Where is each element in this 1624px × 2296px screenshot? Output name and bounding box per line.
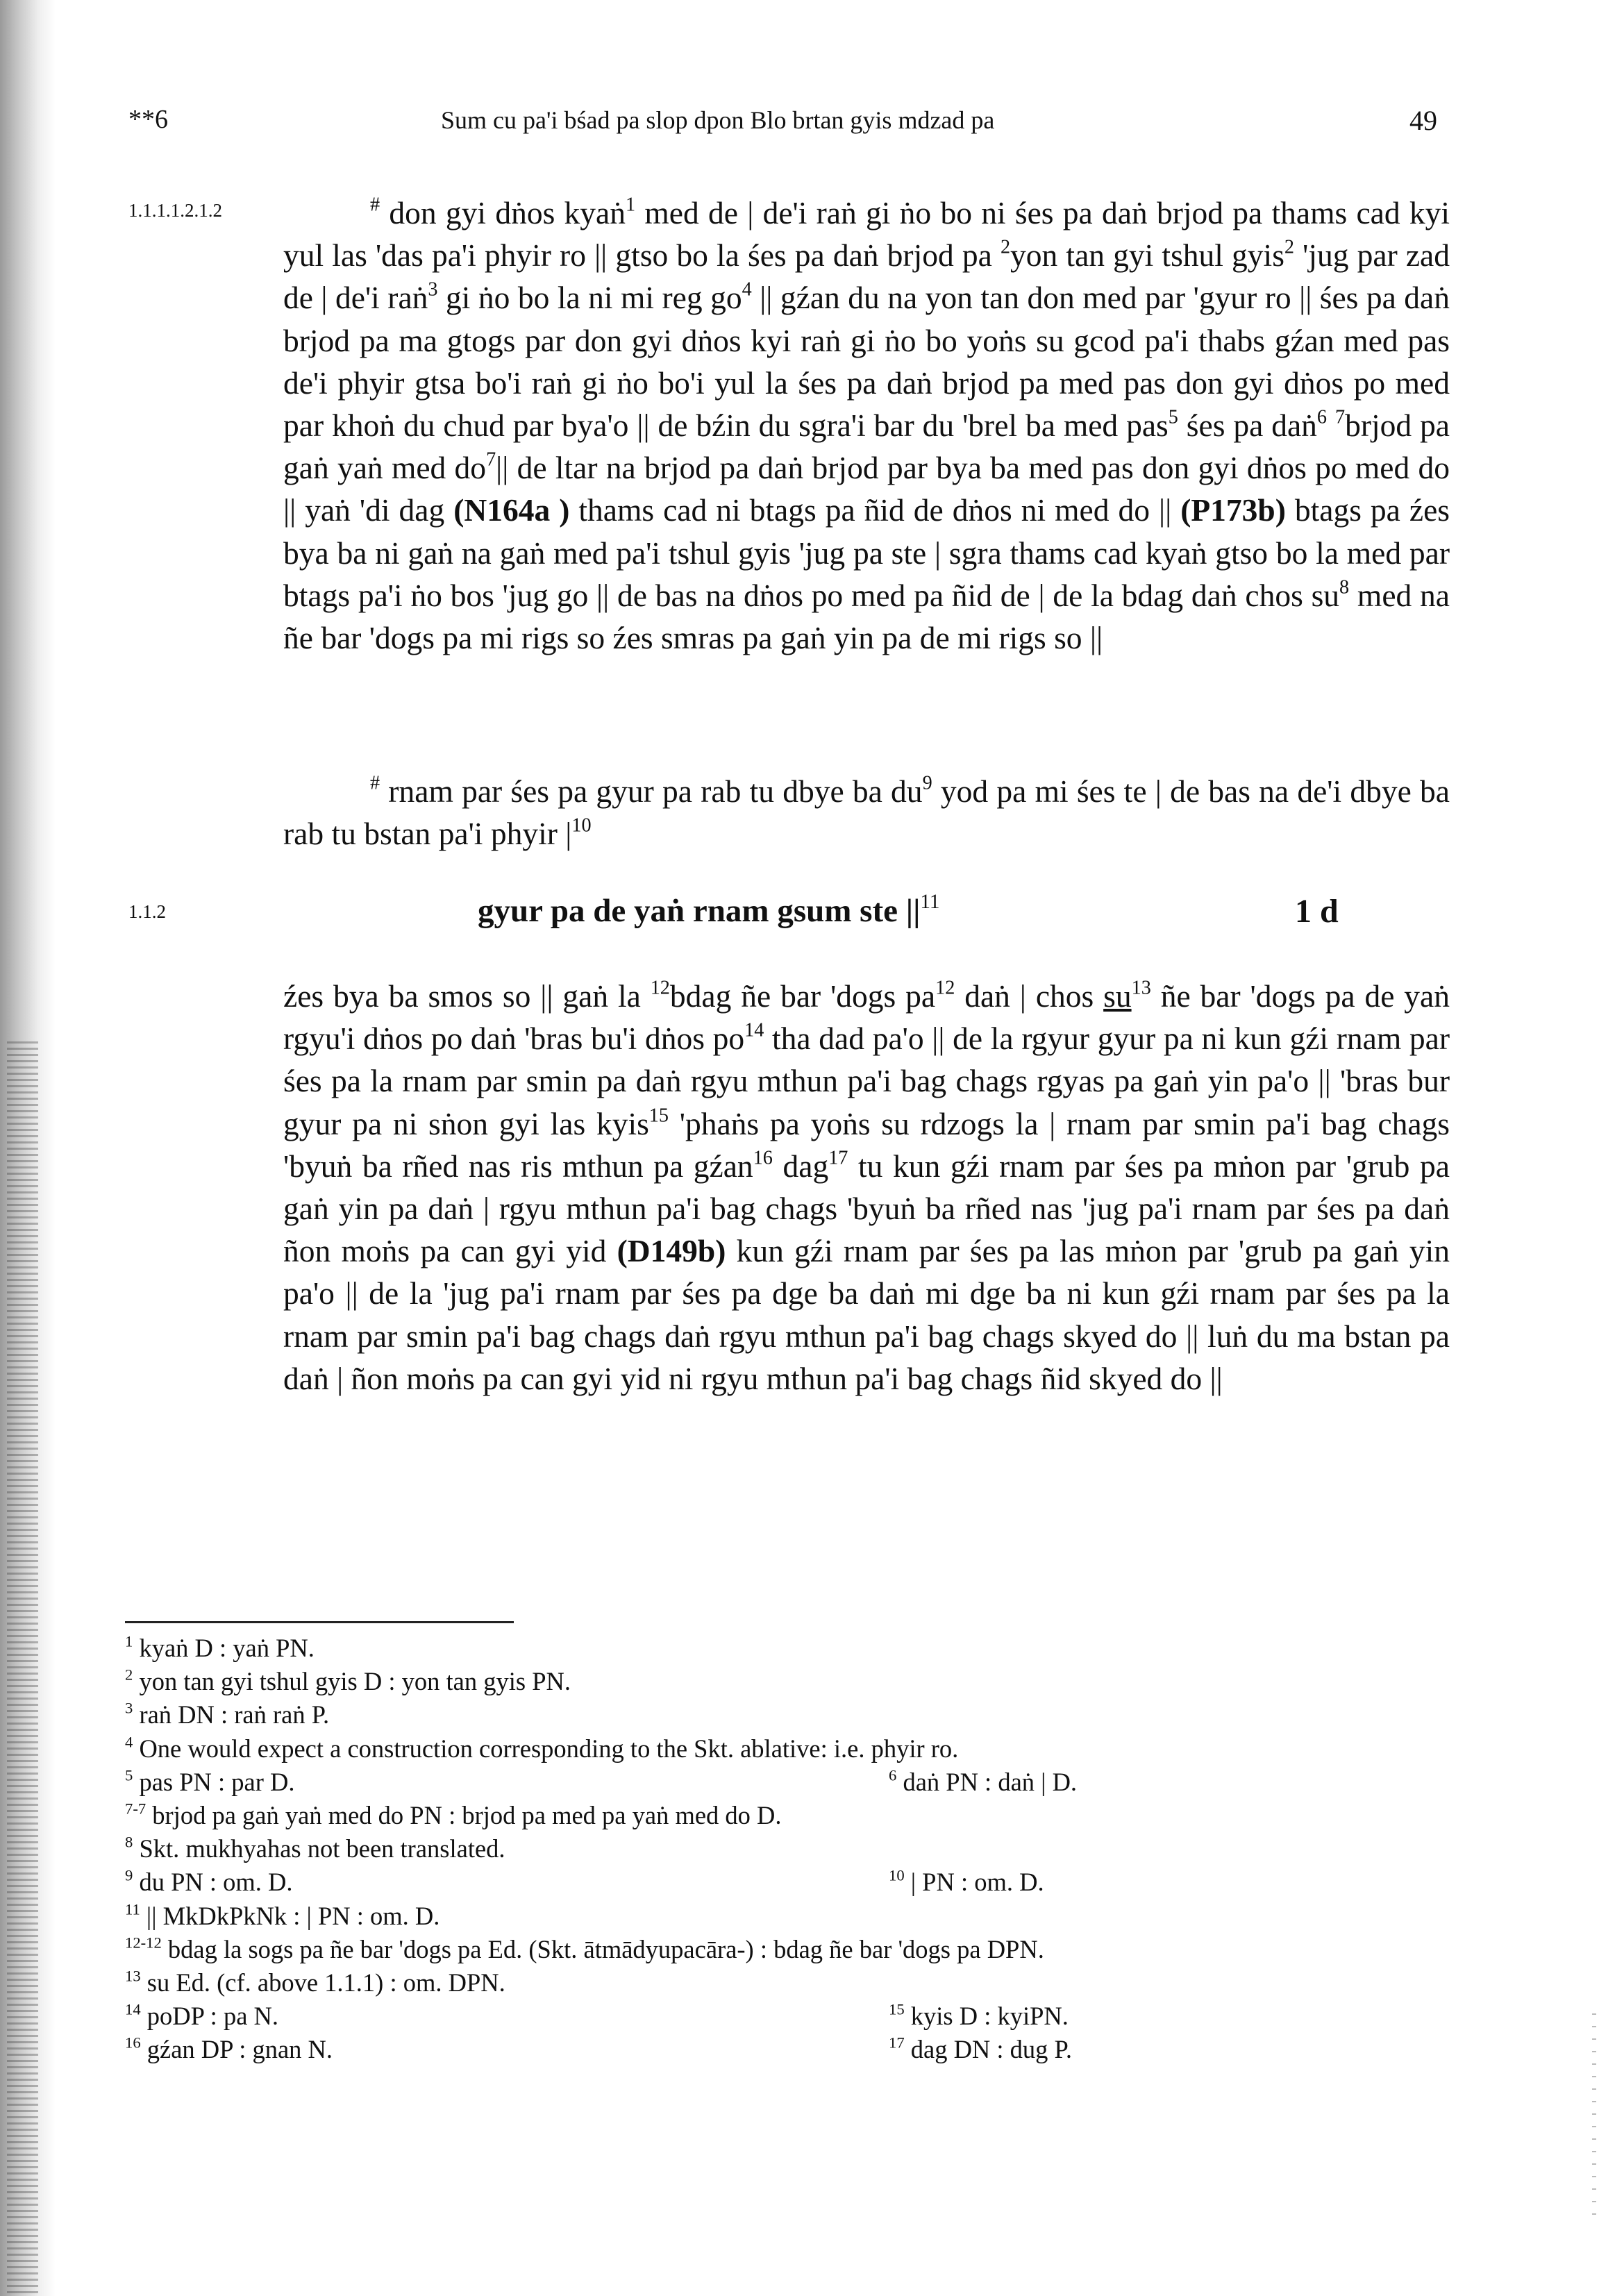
footnote-15: $^{15}$ kyis D : kyiPN.: [889, 2000, 1069, 2031]
underlined-word: su: [1103, 978, 1132, 1014]
footnote-ref: 10: [571, 814, 592, 837]
footnote-ref: 2: [1000, 236, 1011, 258]
para-marker: #: [370, 772, 380, 794]
footnote-ref: 11: [920, 891, 940, 914]
footnote-ref: 12: [935, 977, 955, 999]
footnote-ref: 17: [828, 1147, 848, 1169]
heading-title: gyur pa de yaṅ rnam gsum ste $||^{11}$: [478, 891, 940, 929]
footnote-5: $^5$ pas PN : par D.: [125, 1766, 295, 1796]
footnote-14: $^{14}$ poDP : pa N.: [125, 2000, 279, 2031]
footnote-ref: 6: [1316, 406, 1328, 428]
footnotes: [125, 1632, 1444, 2066]
footnote-row: [125, 2000, 1444, 2033]
footnote-ref: 5: [1168, 406, 1178, 428]
footnote-row: [125, 1900, 1444, 1933]
paragraph-3: źes bya ba smos so || gaṅ la $^{12}$bdag ñe bar 'dogs $pa^{12}$ daṅ | chos $su^{13}$ ñe bar 'dogs pa de yaṅ rgyu'i dṅos po daṅ 'bras bu'i dṅos $po^{14}$ tha dad pa'o || de la rgyur gyur pa ni kun gźi rnam par śes pa la rnam par smin pa daṅ rgyu mthun pa'i bag chags rgyas pa gaṅ yin pa'o || 'bras bur gyur pa ni sṅon gyi las kyis$^{15}$ 'phaṅs pa yoṅs su rdzogs la | rnam par smin pa'i bag chags 'byuṅ ba rñed nas ris mthun pa gźan$^{16}$ dag$^{17}$ tu kun gźi rnam par śes pa mṅon par 'grub pa gaṅ yin pa daṅ | rgyu mthun pa'i bag chags 'byuṅ ba rñed nas 'jug pa'i rnam par śes pa daṅ ñon moṅs pa can gyi yid (D149b) kun gźi rnam par śes pa las mṅon par 'grub pa gaṅ yin pa'o || de la 'jug pa'i rnam par śes pa dge ba daṅ mi dge ba ni kun gźi rnam par śes pa la rnam par smin pa'i bag chags daṅ rgyu mthun pa'i bag chags skyed do || luṅ du ma bstan pa daṅ | ñon moṅs pa can gyi yid ni rgyu mthun pa'i bag chags ñid skyed do ||: [283, 977, 1450, 1396]
footnote-ref: 13: [1131, 977, 1151, 999]
footnote-ref: 1: [626, 194, 636, 216]
footnote-17: $^{17}$ dag DN : dug P.: [889, 2034, 1072, 2064]
footnote-row: [125, 1933, 1444, 1966]
section-heading: [0, 892, 1624, 941]
footnote-ref: 15: [648, 1105, 669, 1127]
footnote-ref: 9: [922, 772, 932, 794]
footnote-1: $^1$ kyaṅ D : yaṅ PN.: [125, 1632, 315, 1662]
footnote-row: [125, 1799, 1444, 1832]
footnote-ref: 2: [1284, 236, 1295, 258]
footnote-row: [125, 1866, 1444, 1899]
footnote-row: [125, 1632, 1444, 1665]
footnote-ref: 8: [1339, 576, 1350, 598]
section-number-2: 1.1.2: [128, 901, 166, 922]
footnote-row: [125, 1665, 1444, 1698]
para-marker: #: [370, 194, 380, 216]
footnote-6: $^6$ daṅ PN : daṅ | D.: [889, 1766, 1078, 1796]
footnote-9: $^9$ du PN : om. D.: [125, 1866, 293, 1897]
footnote-row: [125, 2033, 1444, 2066]
footnote-row: [125, 1832, 1444, 1866]
footnote-8: $^8$ Skt. mukhyahas not been translated.: [125, 1833, 505, 1863]
folio-ref: (P173b): [1180, 492, 1286, 528]
page-number: 49: [1409, 105, 1437, 136]
footnote-16: $^{16}$ gźan DP : gnan N.: [125, 2034, 333, 2064]
footnote-ref: 7: [1334, 406, 1346, 428]
paragraph-1: # don gyi dṅos kyaṅ$^1$ med de | de'i raṅ gi ṅo bo ni śes pa daṅ brjod pa thams cad kyi yul las 'das pa'i phyir ro || gtso bo la śes pa daṅ brjod pa $^2$yon tan gyi tshul gyis$^2$ 'jug par zad de | de'i raṅ$^3$ gi ṅo bo la ni mi reg $go^4$ || gźan du na yon tan don med par 'gyur ro || śes pa daṅ brjod pa ma gtogs par don gyi dṅos kyi raṅ gi ṅo bo yoṅs su gcod pa'i thabs gźan med pas de'i phyir gtsa bo'i raṅ gi ṅo bo'i yul la śes pa daṅ brjod pa med pas don gyi dṅos po med par khoṅ du chud par bya'o || de bźin du sgra'i bar du 'brel ba med pas$^5$ śes pa daṅ$^6$ $^7$brjod pa gaṅ yaṅ med $do^7||$ de ltar na brjod pa daṅ brjod par bya ba med pas don gyi dṅos po med do || yaṅ 'di dag (N164a ) thams cad ni btags pa ñid de dṅos ni med do || (P173b) btags pa źes bya ba ni gaṅ na gaṅ med pa'i tshul gyis 'jug pa ste | sgra thams cad kyaṅ gtso bo la med par btags pa'i ṅo bos 'jug go || de bas na dṅos po med pa ñid de | de la bdag daṅ chos $su^8$ med na ñe bar 'dogs pa mi rigs so źes smras pa gaṅ yin pa de mi rigs so ||: [283, 194, 1450, 656]
footnote-4: $^4$ One would expect a construction corresponding to the Skt. ablative: i.e. phyir ro.: [125, 1732, 959, 1763]
footnote-row: [125, 1766, 1444, 1799]
header-left-mark: **6: [128, 105, 168, 134]
footnote-ref: 4: [742, 279, 752, 301]
footnote-2: $^2$ yon tan gyi tshul gyis D : yon tan gyis PN.: [125, 1666, 571, 1696]
footnote-11: $^{11}$ || MkDkPkNk : | PN : om. D.: [125, 1900, 440, 1930]
section-number-1: 1.1.1.1.2.1.2: [128, 200, 222, 221]
footnote-3: $^3$ raṅ DN : raṅ raṅ P.: [125, 1699, 330, 1729]
folio-ref: (D149b): [617, 1233, 726, 1269]
footnote-ref: 16: [753, 1147, 773, 1169]
footnote-row: [125, 1966, 1444, 2000]
footnote-13: $^{13}$ su Ed. (cf. above 1.1.1) : om. DPN.: [125, 1967, 505, 1997]
heading-side-label: 1 d: [1295, 893, 1339, 930]
book-binding-shadow: [0, 0, 56, 2296]
footnote-ref: 14: [744, 1019, 764, 1041]
header-title: Sum cu pa'i bśad pa slop dpon Blo brtan gyis mdzad pa: [441, 106, 995, 134]
footnote-row: [125, 1698, 1444, 1732]
footnote-ref: 3: [428, 279, 438, 301]
page-edge-marks: [1592, 2013, 1596, 2222]
folio-ref: (N164a ): [453, 492, 570, 528]
paragraph-2: # rnam par śes pa gyur pa rab tu dbye ba $du^9$ yod pa mi śes te | de bas na de'i dbye ba rab tu bstan pa'i phyir $|^{10}$: [283, 772, 1450, 852]
footnote-7: $^{7-7}$ brjod pa gaṅ yaṅ med do PN : brjod pa med pa yaṅ med do D.: [125, 1800, 782, 1829]
footnote-separator: [125, 1621, 514, 1623]
footnote-12: $^{12-12}$ bdag la sogs pa ñe bar 'dogs pa Ed. (Skt. ātmādyupacāra-) : bdag ñe bar 'dogs pa DPN.: [125, 1933, 1044, 1963]
footnote-ref: 12: [650, 977, 670, 999]
footnote-ref: 7: [486, 449, 496, 471]
footnote-10: $^{10}$ | PN : om. D.: [889, 1866, 1044, 1897]
running-header: [0, 104, 1624, 146]
footnote-row: [125, 1732, 1444, 1766]
